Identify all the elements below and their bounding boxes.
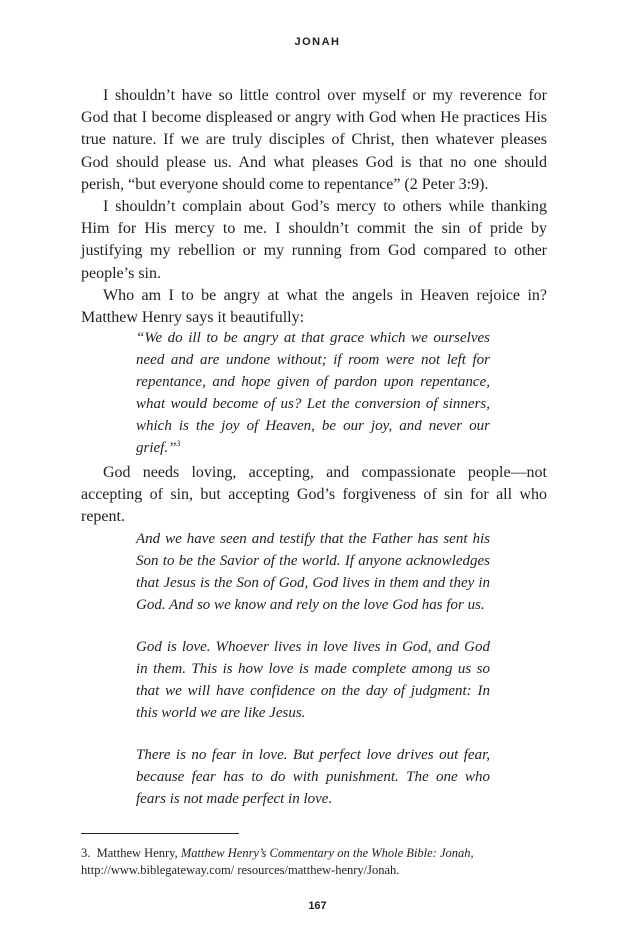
- scripture-paragraph: And we have seen and testify that the Father has sent his Son to be the Savior of the world. If anyone acknowledges that Jesus is the Son of God, God lives in them and they in God. And so we know and rely on the love God has for us.: [136, 531, 490, 613]
- paragraph: I shouldn’t complain about God’s mercy to others while thanking Him for His mercy to me. I shouldn’t commit the sin of pride by justifying my rebellion or my running from God compared to other people’s sin.: [81, 198, 547, 282]
- paragraph: I shouldn’t have so little control over myself or my reverence for God that I become displeased or angry with God when He practices His true nature. If we are truly disciples of Christ, then whatever pleases God should please us. And what pleases God is that no one should perish, “but everyone should come to repentance” (2 Peter 3:9).: [81, 87, 547, 193]
- henry-quote-body: “We do ill to be angry at that grace which we ourselves need and are undone without; if room were not left for repentance, and hope given of pardon upon repentance, what would become of us? Let the conversion of sinners, which is the joy of Heaven, be our joy, and never our grief.”: [136, 330, 490, 456]
- footnote-ref: 3: [176, 439, 181, 448]
- paragraph: God needs loving, accepting, and compassionate people—not accepting of sin, but accepting God’s forgiveness of sin for all who repent.: [81, 464, 547, 526]
- footnote-url[interactable]: http://www.biblegateway.com/ resources/matthew-henry/Jonah.: [81, 863, 400, 877]
- paragraph: Who am I to be angry at what the angels in Heaven rejoice in? Matthew Henry says it beautifully:: [81, 286, 547, 327]
- body-text-middle: [81, 462, 547, 529]
- footnote-divider: [81, 833, 239, 834]
- footnote-author: Matthew Henry,: [96, 846, 178, 860]
- henry-quote-text: [136, 327, 490, 459]
- scripture-paragraph: There is no fear in love. But perfect love drives out fear, because fear has to do with punishment. The one who fears is not made perfect in love.: [136, 747, 490, 807]
- scripture-quote: [136, 528, 490, 810]
- running-head: JONAH: [294, 36, 341, 48]
- footnote-number: 3.: [81, 846, 91, 860]
- footnote: [81, 845, 547, 879]
- body-text-top: [81, 85, 547, 329]
- footnote-title: Matthew Henry’s Commentary on the Whole Bible: Jonah,: [180, 846, 474, 860]
- henry-quote: [136, 327, 490, 459]
- page-number: 167: [308, 900, 327, 912]
- scripture-paragraph: God is love. Whoever lives in love lives in God, and God in them. This is how love is made complete among us so that we will have confidence on the day of judgment: In this world we are like Jesus.: [136, 639, 490, 721]
